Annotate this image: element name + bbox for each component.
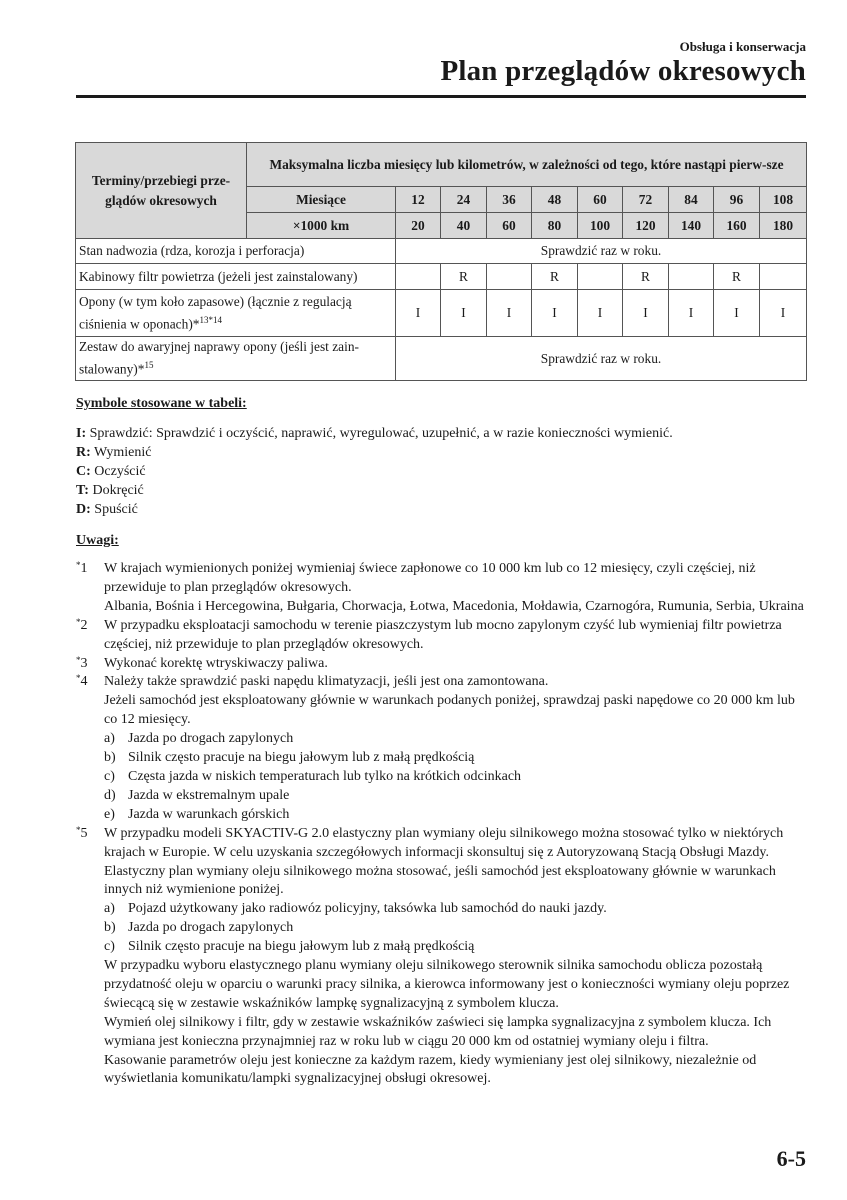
schedule-cell: R [441, 264, 487, 290]
note-marker: *2 [76, 616, 88, 633]
sub-item: b) Silnik często pracuje na biegu jałowym lub z małą prędkością [104, 750, 475, 766]
symbol-item: T: Dokręcić [76, 483, 144, 498]
months-value: 24 [441, 187, 487, 213]
km-value: 100 [578, 213, 623, 239]
sub-item: d) Jazda w ekstremalnym upale [104, 787, 290, 803]
months-value: 12 [396, 187, 441, 213]
months-value: 36 [487, 187, 532, 213]
schedule-cell [487, 264, 532, 290]
title-rule [76, 95, 806, 98]
km-value: 80 [532, 213, 578, 239]
note-5: *5 W przypadku modeli SKYACTIV-G 2.0 elastyczny plan wymiany oleju silnikowego można stosować tylko w niektórych krajach w Europie. W celu uzyskania szczegółowych informacji skonsultuj się z Autoryzowaną Stacją Obsługi Mazdy. Elastyczny plan wymiany oleju silnikowego można stosować, jeśli samochód jest eksploatowany głównie w warunkach innych niż wymienione poniżej. a) Pojazd użytkowany jako radiowóz policyjny, taksówka lub samochód do nauki jazdy. b) Jazda po drogach zapylonych c) Silnik często pracuje na biegu jałowym lub z małą prędkością W przypadku wyboru elastycznego planu wymiany oleju silnikowego sterownik silnika samochodu oblicza pozostałą przydatność oleju w oparciu o warunki pracy silnika, a kierowca informowany jest o konieczności wymiany oleju poprzez świecącą się w zestawie wskaźników lampkę sygnalizacyjną z symbolem klucza. Wymień olej silnikowy i filtr, gdy w zestawie wskaźników zaświeci się lampka sygnalizacyjna z symbolem klucza. Ich wymiana jest konieczna przynajmniej raz w roku lub w ciągu 20 000 km od ostatniej wymiany oleju i filtra. Kasowanie parametrów oleju jest konieczne za każdym razem, kiedy wymieniany jest olej silnikowy, niezależnie od wyświetlania komunikatu/lampki sygnalizacyjnej obsługi okresowej. [76, 825, 811, 1090]
sub-item: c) Silnik często pracuje na biegu jałowym lub z małą prędkością [104, 939, 475, 955]
symbol-item: C: Oczyścić [76, 464, 146, 479]
months-value: 60 [578, 187, 623, 213]
months-value: 48 [532, 187, 578, 213]
months-value: 84 [669, 187, 714, 213]
row-label-tyres: Opony (w tym koło zapasowe) (łącznie z regulacją ciśnienia w oponach)*$^{13*14}$ [76, 290, 396, 337]
maintenance-table [75, 142, 807, 381]
symbols-title: Symbole stosowane w tabeli: [76, 396, 247, 411]
sub-item: a) Pojazd użytkowany jako radiowóz policyjny, taksówka lub samochód do nauki jazdy. [104, 901, 607, 917]
symbol-item: R: Wymienić [76, 445, 152, 460]
notes-list [76, 560, 811, 1089]
row-body-interval: Sprawdzić raz w roku. [396, 239, 807, 264]
page-number: 6-5 [776, 1146, 806, 1171]
months-value: 108 [760, 187, 807, 213]
row-label-repair-kit: Zestaw do awaryjnej naprawy opony (jeśli jest zain-stalowany)*$^{15}$ [76, 337, 396, 381]
schedule-cell: I [396, 290, 441, 337]
months-label: Miesiące [247, 187, 396, 213]
table-span-header: Maksymalna liczba miesięcy lub kilometrów, w zależności od tego, które nastąpi pierw-sze [247, 143, 807, 187]
note-marker: *1 [76, 560, 88, 576]
sub-item: a) Jazda po drogach zapylonych [104, 731, 294, 747]
km-value: 160 [714, 213, 760, 239]
sub-item: e) Jazda w warunkach górskich [104, 806, 290, 822]
km-value: 60 [487, 213, 532, 239]
notes-title: Uwagi: [76, 533, 119, 548]
km-value: 120 [623, 213, 669, 239]
schedule-cell [396, 264, 441, 290]
km-value: 40 [441, 213, 487, 239]
km-value: 140 [669, 213, 714, 239]
row-label-cabin-filter: Kabinowy filtr powietrza (jeżeli jest zainstalowany) [76, 264, 396, 290]
note-marker: *3 [76, 654, 88, 671]
note-4: *4 Należy także sprawdzić paski napędu klimatyzacji, jeśli jest ona zamontowana. Jeżeli samochód jest eksploatowany głównie w warunkach podanych poniżej, sprawdzaj paski napędowe co 20 000 km lub co 12 miesięcy. a) Jazda po drogach zapylonych b) Silnik często pracuje na biegu jałowym lub z małą prędkością c) Częsta jazda w niskich temperaturach lub tylko na krótkich odcinkach d) Jazda w ekstremalnym upale e) Jazda w warunkach górskich [76, 673, 811, 824]
note-marker: *5 [76, 824, 88, 841]
schedule-cell: I [487, 290, 532, 337]
schedule-cell: I [441, 290, 487, 337]
sub-item: b) Jazda po drogach zapylonych [104, 920, 294, 936]
schedule-cell: I [714, 290, 760, 337]
schedule-cell: I [669, 290, 714, 337]
km-label: ×1000 km [247, 213, 396, 239]
schedule-cell: I [623, 290, 669, 337]
row-repair-kit-interval: Sprawdzić raz w roku. [396, 337, 807, 381]
symbol-item: I: Sprawdzić: Sprawdzić i oczyścić, naprawić, wyregulować, uzupełnić, a w razie konieczności wymienić. [76, 426, 673, 441]
row-label-body: Stan nadwozia (rdza, korozja i perforacja) [76, 239, 396, 264]
symbols-list [76, 424, 673, 519]
section-label: Obsługa i konserwacja [679, 39, 806, 54]
note-1: *1 W krajach wymienionych poniżej wymieniaj świece zapłonowe co 10 000 km lub co 12 miesięcy, czyli częściej, niż przewiduje to plan przeglądów okresowych. Albania, Bośnia i Hercegowina, Bułgaria, Chorwacja, Łotwa, Macedonia, Mołdawia, Czarnogóra, Rumunia, Serbia, Ukraina [76, 560, 804, 614]
note-3: *3 Wykonać korektę wtryskiwaczy paliwa. [76, 655, 811, 674]
schedule-cell: R [714, 264, 760, 290]
sub-item: c) Częsta jazda w niskich temperaturach lub tylko na krótkich odcinkach [104, 768, 522, 784]
table-corner-label: Terminy/przebiegi prze-glądów okresowych [76, 143, 247, 239]
schedule-cell [578, 264, 623, 290]
schedule-cell: R [532, 264, 578, 290]
symbol-item: D: Spuścić [76, 502, 138, 517]
km-value: 180 [760, 213, 807, 239]
schedule-cell: R [623, 264, 669, 290]
schedule-cell [760, 264, 807, 290]
schedule-cell: I [760, 290, 807, 337]
schedule-cell: I [578, 290, 623, 337]
km-value: 20 [396, 213, 441, 239]
page-title: Plan przeglądów okresowych [440, 55, 806, 87]
note-2: *2 W przypadku eksploatacji samochodu w terenie piaszczystym lub mocno zapylonym czyść lub wymieniaj filtr powietrza częściej, niż przewiduje to plan przeglądów okresowych. [76, 616, 782, 652]
schedule-cell: I [532, 290, 578, 337]
months-value: 72 [623, 187, 669, 213]
months-value: 96 [714, 187, 760, 213]
note-marker: *4 [76, 673, 88, 690]
schedule-cell [669, 264, 714, 290]
